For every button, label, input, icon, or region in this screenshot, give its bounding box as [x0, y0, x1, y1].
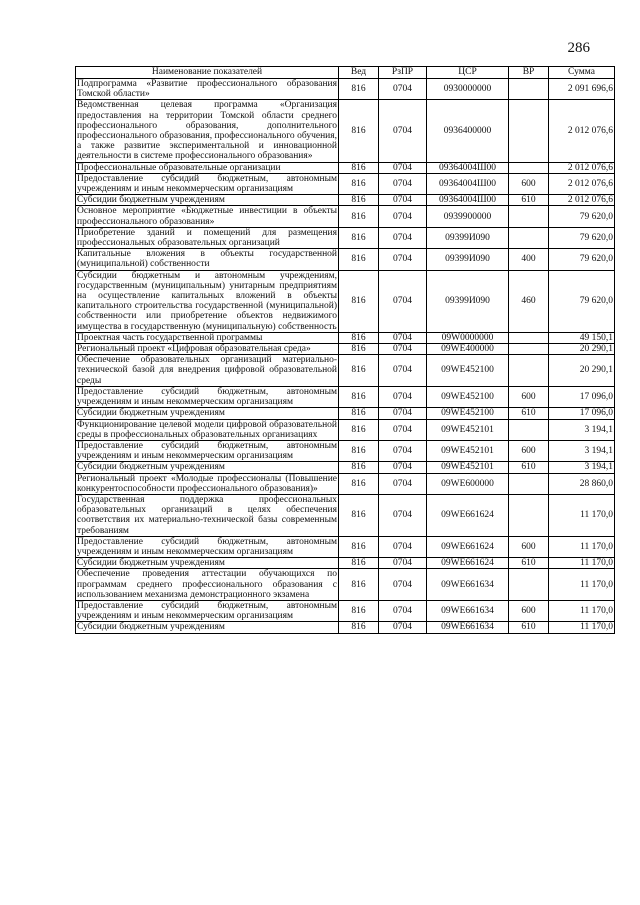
- table-row: [76, 206, 615, 227]
- cell-csr: 09364004Ш00: [427, 173, 509, 194]
- cell-rzpr: 0704: [379, 494, 427, 536]
- cell-csr: 09399И090: [427, 227, 509, 248]
- cell-sum: 2 012 076,6: [549, 173, 615, 194]
- cell-name: Региональный проект «Молодые профессионалы (Повышение конкурентоспособности профессионального образования)»: [77, 473, 337, 494]
- cell-sum: 11 170,0: [549, 494, 615, 536]
- cell-csr: 09WE600000: [427, 473, 509, 494]
- table-row: [76, 355, 615, 387]
- cell-vr: [509, 494, 549, 536]
- table-row: [76, 622, 615, 633]
- cell-name: Субсидии бюджетным и автономным учреждениям, государственным (муниципальным) унитарным предприятиям на осуществление капитальных вложений в объекты капитального строительства государственной (муниципальной) собственности или приобретение объектов недвижимого имущества в государственную (муниципальную) собственность: [77, 270, 337, 332]
- cell-name: Субсидии бюджетным учреждениям: [76, 558, 339, 569]
- cell-vr: 600: [509, 386, 549, 407]
- table-row: [76, 79, 615, 100]
- cell-name: Обеспечение проведения аттестации обучающихся по программам среднего профессионального образования с использованием механизма демонстрационного экзамена: [77, 569, 337, 600]
- cell-ved: 816: [339, 162, 379, 173]
- cell-sum: 3 194,1: [549, 440, 615, 461]
- table-body: [76, 79, 615, 634]
- table-row: [76, 473, 615, 494]
- cell-name: Предоставление субсидий бюджетным, автономным учреждениям и иным некоммерческим организациям: [77, 600, 337, 622]
- page-number: 286: [567, 40, 590, 56]
- cell-vr: [509, 419, 549, 440]
- cell-vr: 610: [509, 462, 549, 473]
- cell-sum: 2 012 076,6: [549, 100, 615, 162]
- cell-ved: 816: [339, 79, 379, 100]
- cell-vr: 600: [509, 440, 549, 461]
- header-rzpr: РзПР: [379, 67, 427, 79]
- header-name: Наименование показателей: [76, 67, 339, 79]
- cell-ved: 816: [339, 622, 379, 633]
- table-row: [76, 494, 615, 536]
- cell-vr: 600: [509, 536, 549, 557]
- cell-csr: 09W0000000: [427, 332, 509, 343]
- cell-sum: 11 170,0: [549, 558, 615, 569]
- table-row: [76, 462, 615, 473]
- budget-table: [75, 66, 615, 634]
- cell-name: Предоставление субсидий бюджетным, автономным учреждениям и иным некоммерческим организациям: [77, 536, 337, 557]
- cell-rzpr: 0704: [379, 270, 427, 332]
- table-row: [76, 600, 615, 621]
- cell-csr: 09WE452100: [427, 386, 509, 407]
- cell-vr: [509, 569, 549, 601]
- cell-vr: 600: [509, 600, 549, 621]
- cell-sum: 79 620,0: [549, 270, 615, 332]
- cell-vr: 460: [509, 270, 549, 332]
- cell-name: Проектная часть государственной программы: [76, 332, 339, 343]
- cell-rzpr: 0704: [379, 419, 427, 440]
- cell-ved: 816: [339, 355, 379, 387]
- cell-name: Субсидии бюджетным учреждениям: [76, 408, 339, 419]
- cell-rzpr: 0704: [379, 569, 427, 601]
- cell-sum: 11 170,0: [549, 569, 615, 601]
- cell-ved: 816: [339, 494, 379, 536]
- header-csr: ЦСР: [427, 67, 509, 79]
- table-row: [76, 419, 615, 440]
- cell-csr: 09399И090: [427, 249, 509, 270]
- cell-vr: [509, 473, 549, 494]
- header-sum: Сумма: [549, 67, 615, 79]
- cell-csr: 09WE661634: [427, 600, 509, 621]
- cell-rzpr: 0704: [379, 173, 427, 194]
- cell-sum: 79 620,0: [549, 206, 615, 227]
- cell-name: Функционирование целевой модели цифровой образовательной среды в профессиональных образовательных организациях: [77, 419, 337, 440]
- table-row: [76, 558, 615, 569]
- cell-rzpr: 0704: [379, 386, 427, 407]
- cell-vr: 610: [509, 408, 549, 419]
- cell-name: Подпрограмма «Развитие профессионального образования Томской области»: [77, 79, 337, 100]
- cell-ved: 816: [339, 386, 379, 407]
- table-header-row: [76, 67, 615, 79]
- cell-rzpr: 0704: [379, 536, 427, 557]
- cell-ved: 816: [339, 569, 379, 601]
- cell-sum: 49 150,1: [549, 332, 615, 343]
- cell-csr: 09WE661634: [427, 569, 509, 601]
- cell-vr: [509, 79, 549, 100]
- table-row: [76, 408, 615, 419]
- cell-rzpr: 0704: [379, 558, 427, 569]
- header-vr: ВР: [509, 67, 549, 79]
- cell-csr: 09WE452101: [427, 440, 509, 461]
- cell-name: Предоставление субсидий бюджетным, автономным учреждениям и иным некоммерческим организациям: [77, 173, 337, 195]
- cell-name: Ведомственная целевая программа «Организация предоставления на территории Томской области среднего профессионального образования, дополнительного профессионального образования, профессионального обучения, а также развитие экспериментальной и инновационной деятельности в системе профессионального образования»: [77, 100, 337, 162]
- cell-ved: 816: [339, 344, 379, 355]
- cell-name: Приобретение зданий и помещений для размещения профессиональных образовательных организаций: [77, 227, 337, 249]
- cell-sum: 79 620,0: [549, 227, 615, 248]
- cell-name: Субсидии бюджетным учреждениям: [76, 622, 339, 633]
- cell-vr: [509, 344, 549, 355]
- cell-sum: 2 012 076,6: [549, 162, 615, 173]
- cell-sum: 20 290,1: [549, 344, 615, 355]
- table-row: [76, 344, 615, 355]
- cell-name: Государственная поддержка профессиональных образовательных организаций в целях обеспечения соответствия их материально-технической базы современным требованиям: [77, 494, 337, 536]
- table-row: [76, 270, 615, 332]
- table-row: [76, 227, 615, 248]
- table-row: [76, 386, 615, 407]
- cell-csr: 09WE661634: [427, 622, 509, 633]
- header-ved: Вед: [339, 67, 379, 79]
- cell-ved: 816: [339, 270, 379, 332]
- cell-vr: [509, 206, 549, 227]
- cell-rzpr: 0704: [379, 206, 427, 227]
- cell-ved: 816: [339, 195, 379, 206]
- cell-sum: 2 012 076,6: [549, 195, 615, 206]
- cell-rzpr: 0704: [379, 162, 427, 173]
- table-row: [76, 569, 615, 601]
- cell-csr: 0930000000: [427, 79, 509, 100]
- cell-vr: [509, 100, 549, 162]
- cell-name: Субсидии бюджетным учреждениям: [76, 195, 339, 206]
- cell-rzpr: 0704: [379, 79, 427, 100]
- cell-ved: 816: [339, 440, 379, 461]
- cell-name: Обеспечение образовательных организаций материально-технической базой для внедрения цифровой образовательной среды: [77, 355, 337, 386]
- cell-name: Основное мероприятие «Бюджетные инвестиции в объекты профессионального образования»: [77, 206, 337, 227]
- table-row: [76, 440, 615, 461]
- cell-sum: 11 170,0: [549, 600, 615, 621]
- cell-vr: 610: [509, 195, 549, 206]
- cell-rzpr: 0704: [379, 332, 427, 343]
- cell-ved: 816: [339, 558, 379, 569]
- cell-csr: 09WE661624: [427, 536, 509, 557]
- cell-rzpr: 0704: [379, 462, 427, 473]
- cell-csr: 09399И090: [427, 270, 509, 332]
- cell-sum: 17 096,0: [549, 386, 615, 407]
- cell-name: Профессиональные образовательные организации: [76, 162, 339, 173]
- cell-name: Предоставление субсидий бюджетным, автономным учреждениям и иным некоммерческим организациям: [77, 386, 337, 408]
- cell-sum: 79 620,0: [549, 249, 615, 270]
- cell-csr: 09WE452101: [427, 462, 509, 473]
- table-row: [76, 536, 615, 557]
- cell-ved: 816: [339, 227, 379, 248]
- table-row: [76, 195, 615, 206]
- cell-rzpr: 0704: [379, 355, 427, 387]
- cell-ved: 816: [339, 600, 379, 621]
- cell-csr: 09364004Ш00: [427, 195, 509, 206]
- cell-rzpr: 0704: [379, 622, 427, 633]
- cell-csr: 09WE452100: [427, 355, 509, 387]
- cell-name: Предоставление субсидий бюджетным, автономным учреждениям и иным некоммерческим организациям: [77, 440, 337, 462]
- cell-csr: 0939900000: [427, 206, 509, 227]
- cell-csr: 09WE661624: [427, 494, 509, 536]
- cell-rzpr: 0704: [379, 195, 427, 206]
- cell-name: Региональный проект «Цифровая образовательная среда»: [76, 344, 339, 355]
- cell-ved: 816: [339, 206, 379, 227]
- cell-vr: 400: [509, 249, 549, 270]
- table-row: [76, 100, 615, 162]
- cell-ved: 816: [339, 536, 379, 557]
- cell-ved: 816: [339, 408, 379, 419]
- cell-csr: 09WE400000: [427, 344, 509, 355]
- cell-sum: 20 290,1: [549, 355, 615, 387]
- cell-ved: 816: [339, 462, 379, 473]
- cell-rzpr: 0704: [379, 600, 427, 621]
- cell-sum: 11 170,0: [549, 622, 615, 633]
- cell-sum: 17 096,0: [549, 408, 615, 419]
- cell-rzpr: 0704: [379, 344, 427, 355]
- cell-csr: 09WE661624: [427, 558, 509, 569]
- cell-rzpr: 0704: [379, 227, 427, 248]
- cell-vr: [509, 332, 549, 343]
- table-row: [76, 173, 615, 194]
- cell-rzpr: 0704: [379, 408, 427, 419]
- cell-ved: 816: [339, 473, 379, 494]
- cell-sum: 3 194,1: [549, 419, 615, 440]
- cell-rzpr: 0704: [379, 249, 427, 270]
- cell-ved: 816: [339, 332, 379, 343]
- table-row: [76, 162, 615, 173]
- cell-vr: 610: [509, 622, 549, 633]
- cell-vr: [509, 227, 549, 248]
- cell-rzpr: 0704: [379, 473, 427, 494]
- cell-sum: 11 170,0: [549, 536, 615, 557]
- cell-name: Субсидии бюджетным учреждениям: [76, 462, 339, 473]
- cell-sum: 2 091 696,6: [549, 79, 615, 100]
- cell-csr: 0936400000: [427, 100, 509, 162]
- cell-sum: 3 194,1: [549, 462, 615, 473]
- cell-sum: 28 860,0: [549, 473, 615, 494]
- cell-name: Капитальные вложения в объекты государственной (муниципальной) собственности: [77, 249, 337, 270]
- table-row: [76, 249, 615, 270]
- cell-csr: 09WE452100: [427, 408, 509, 419]
- cell-vr: [509, 162, 549, 173]
- cell-ved: 816: [339, 249, 379, 270]
- cell-ved: 816: [339, 419, 379, 440]
- cell-rzpr: 0704: [379, 100, 427, 162]
- table-row: [76, 332, 615, 343]
- cell-vr: 600: [509, 173, 549, 194]
- cell-csr: 09WE452101: [427, 419, 509, 440]
- cell-vr: [509, 355, 549, 387]
- cell-csr: 09364004Ш00: [427, 162, 509, 173]
- cell-ved: 816: [339, 173, 379, 194]
- cell-vr: 610: [509, 558, 549, 569]
- cell-ved: 816: [339, 100, 379, 162]
- cell-rzpr: 0704: [379, 440, 427, 461]
